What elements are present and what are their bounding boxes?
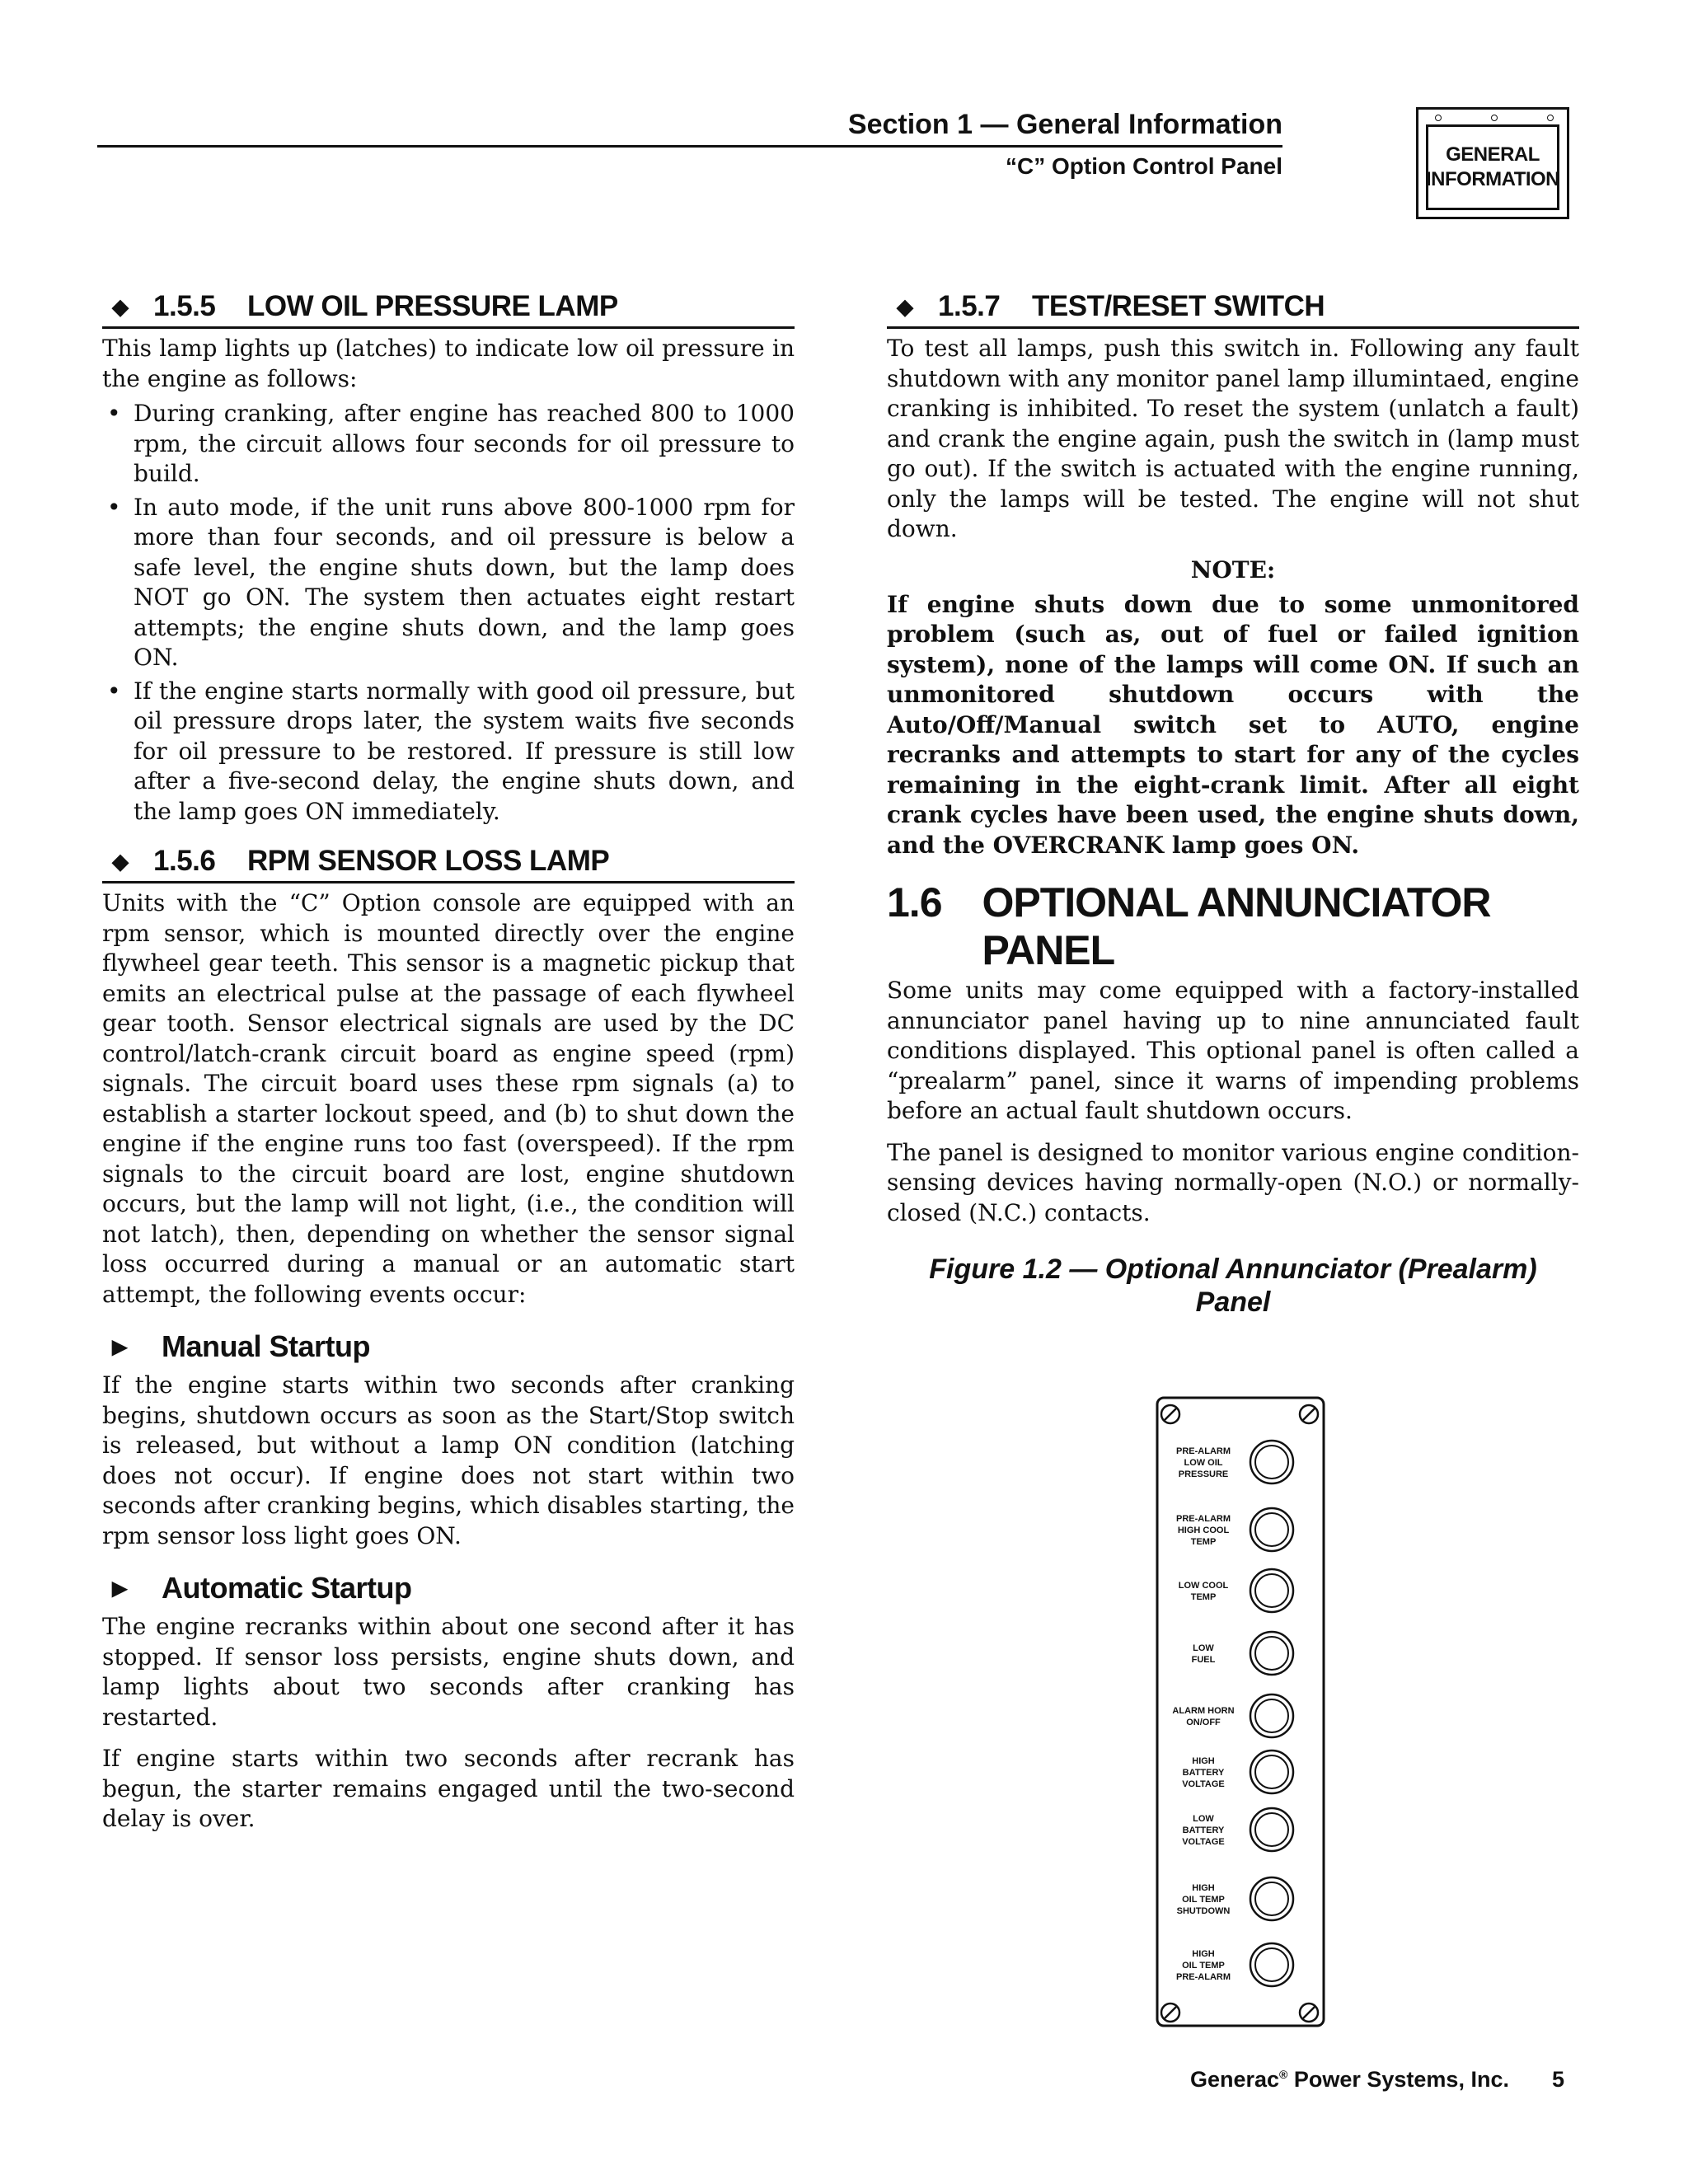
paragraph: Some units may come equipped with a factory-installed annunciator panel having up to nine annunciated fault conditions displayed. This optional panel is often called a “prealarm” panel, since it warns of impending problems before an actual fault shutdown occurs.: [887, 977, 1579, 1124]
triangle-bullet-icon: ▶: [112, 1335, 127, 1358]
lamp-lens: [1255, 1574, 1288, 1607]
section-subtitle: “C” Option Control Panel: [1006, 153, 1282, 179]
subheading-title: Manual Startup: [162, 1329, 371, 1363]
lamp-lens: [1255, 1513, 1288, 1546]
lamp-label: HIGH COOL: [1177, 1526, 1230, 1535]
tab-label-box: [1426, 124, 1559, 210]
section-number: 1.5.6: [153, 845, 216, 877]
list-item: [102, 677, 795, 827]
lamp-label: TEMP: [1190, 1592, 1217, 1602]
lamp-label: OIL TEMP: [1182, 1961, 1225, 1971]
footer-company-rest: Power Systems, Inc.: [1287, 2067, 1509, 2092]
note-title: NOTE:: [1190, 555, 1276, 583]
section-heading-1-5-6: [102, 845, 795, 883]
section-heading-1-6: [887, 879, 1579, 974]
page-footer: [1190, 2067, 1564, 2093]
general-information-tab: [1416, 107, 1569, 219]
section-heading-1-5-5: [102, 290, 795, 329]
tab-hole: [1435, 115, 1442, 121]
section-title: LOW OIL PRESSURE LAMP: [247, 290, 618, 322]
lamp-label: HIGH: [1192, 1883, 1215, 1893]
lamp-label: HIGH: [1192, 1949, 1215, 1959]
section-number: 1.6: [887, 879, 942, 926]
tab-label-line1: GENERAL: [1446, 143, 1540, 166]
lamp-lens: [1255, 1882, 1288, 1915]
page-number: 5: [1551, 2067, 1564, 2092]
lamp-label: LOW OIL: [1184, 1458, 1223, 1468]
lamp-lens: [1255, 1446, 1288, 1479]
tab-hole: [1491, 115, 1498, 121]
list-item-text: During cranking, after engine has reached 800 to 1000 rpm, the circuit allows four seconds for oil pressure to build.: [134, 400, 795, 487]
triangle-bullet-icon: ▶: [112, 1577, 127, 1600]
bullet-icon: •: [107, 677, 121, 705]
note-body: If engine shuts down due to some unmonitored problem (such as, out of fuel or failed ignition system), none of the lamps will come ON. If such an unmonitored shutdown occurs with the Auto/Off/Manual switch set to AUTO, engine recranks and attempts to start for any of the cycles remaining in the eight-crank limit. After all eight crank cycles have been used, the engine shuts down, and the OVERCRANK lamp goes ON.: [887, 590, 1579, 859]
section-number: 1.5.7: [938, 290, 1001, 322]
diamond-bullet-icon: ◆: [112, 848, 129, 874]
lamp-label: FUEL: [1191, 1655, 1216, 1665]
bullet-list: [102, 399, 795, 827]
lamp-label: PRE-ALARM: [1176, 1972, 1231, 1982]
subheading-title: Automatic Startup: [162, 1571, 412, 1605]
header-rule: [97, 145, 1282, 148]
lamp-label: HIGH: [1192, 1756, 1215, 1766]
lamp-lens: [1255, 1813, 1288, 1846]
lamp-label: ON/OFF: [1186, 1718, 1221, 1727]
registered-mark: ®: [1279, 2068, 1288, 2081]
tab-hole: [1547, 115, 1554, 121]
lamp-label: PRESSURE: [1178, 1469, 1229, 1479]
annunciator-panel-figure: [1152, 1393, 1334, 2036]
lamp-label: LOW: [1193, 1643, 1214, 1653]
lamp-label: TEMP: [1190, 1537, 1217, 1547]
lamp-lens: [1255, 1948, 1288, 1981]
bullet-icon: •: [107, 493, 121, 521]
lamp-label: BATTERY: [1182, 1825, 1225, 1835]
paragraph: To test all lamps, push this switch in. Following any fault shutdown with any monitor panel lamp illumintaed, engine cranking is inhibited. To reset the system (unlatch a fault) and crank the engine again, push the switch in (lamp must go out). If the switch is actuated with the engine running, only the lamps will be tested. The engine will not shut down.: [887, 335, 1579, 542]
lamp-label: SHUTDOWN: [1176, 1906, 1231, 1916]
figure-caption-line: Panel: [1195, 1286, 1271, 1318]
list-item-text: In auto mode, if the unit runs above 800-1000 rpm for more than four seconds, and oil pressure is below a safe level, the engine shuts down, but the lamp does NOT go ON. The system then actuates eight restart attempts; the engine shuts down, and the lamp goes ON.: [134, 493, 795, 671]
section-title: OPTIONAL ANNUNCIATOR PANEL: [982, 879, 1491, 973]
lamp-label: LOW: [1193, 1814, 1214, 1824]
lamp-lens: [1255, 1755, 1288, 1788]
diamond-bullet-icon: ◆: [112, 293, 129, 319]
right-column: [887, 290, 1579, 1319]
section-number: 1.5.5: [153, 290, 216, 322]
figure-caption-line: Figure 1.2 — Optional Annunciator (Prealarm): [929, 1254, 1537, 1285]
tab-label-line2: INFORMATION: [1425, 168, 1560, 190]
diamond-bullet-icon: ◆: [897, 293, 913, 319]
section-title: RPM SENSOR LOSS LAMP: [247, 845, 610, 877]
lamp-lens: [1255, 1637, 1288, 1670]
paragraph: The engine recranks within about one second after it has stopped. If sensor loss persists, engine shuts down, and lamp lights about two seconds after cranking has restarted.: [102, 1613, 795, 1731]
lamp-label: OIL TEMP: [1182, 1895, 1225, 1905]
lamp-label: PRE-ALARM: [1176, 1514, 1231, 1524]
lamp-lens: [1255, 1699, 1288, 1732]
lamp-label: VOLTAGE: [1182, 1779, 1225, 1789]
lamp-label: LOW COOL: [1178, 1581, 1229, 1591]
lamp-label: BATTERY: [1182, 1768, 1225, 1778]
lamp-label: VOLTAGE: [1182, 1837, 1225, 1847]
bullet-icon: •: [107, 400, 121, 427]
paragraph: Units with the “C” Option console are equipped with an rpm sensor, which is mounted directly over the engine flywheel gear teeth. This sensor is a magnetic pickup that emits an electrical pulse at the passage of each flywheel gear tooth. Sensor electrical signals are used by the DC control/latch-crank circuit board as engine speed (rpm) signals. The circuit board uses these rpm signals (a) to establish a starter lockout speed, and (b) to shut down the engine if the engine runs too fast (overspeed). If the rpm signals to the circuit board are lost, engine shutdown occurs, but the lamp will not light, (i.e., the condition will not latch), then, depending on whether the sensor signal loss occurred during a manual or an automatic start attempt, the following events occur:: [102, 889, 795, 1308]
list-item: [102, 493, 795, 673]
paragraph: This lamp lights up (latches) to indicate low oil pressure in the engine as follows:: [102, 335, 795, 392]
left-column: [102, 290, 795, 1846]
paragraph: If the engine starts within two seconds after cranking begins, shutdown occurs as soon as the Start/Stop switch is released, but without a lamp ON condition (latching does not occur). If engine does not start within two seconds after cranking begins, which disables starting, the rpm sensor loss light goes ON.: [102, 1371, 795, 1549]
subheading-automatic-startup: [102, 1571, 795, 1605]
paragraph: The panel is designed to monitor various engine condition-sensing devices having normally-open (N.O.) or normally-closed (N.C.) contacts.: [887, 1138, 1579, 1226]
figure-caption: [887, 1253, 1579, 1319]
list-item: [102, 399, 795, 490]
lamp-label: ALARM HORN: [1172, 1706, 1235, 1716]
section-heading-1-5-7: [887, 290, 1579, 329]
section-title: TEST/RESET SWITCH: [1032, 290, 1325, 322]
list-item-text: If the engine starts normally with good oil pressure, but oil pressure drops later, the system waits five seconds for oil pressure to be restored. If pressure is still low after a five-second delay, the engine shuts down, and the lamp goes ON immediately.: [134, 677, 795, 825]
subheading-manual-startup: [102, 1329, 795, 1364]
section-title: Section 1 — General Information: [847, 109, 1282, 140]
paragraph: If engine starts within two seconds after recrank has begun, the starter remains engaged until the two-second delay is over.: [102, 1745, 795, 1832]
footer-company: Generac: [1189, 2067, 1280, 2092]
lamp-label: PRE-ALARM: [1176, 1446, 1231, 1456]
